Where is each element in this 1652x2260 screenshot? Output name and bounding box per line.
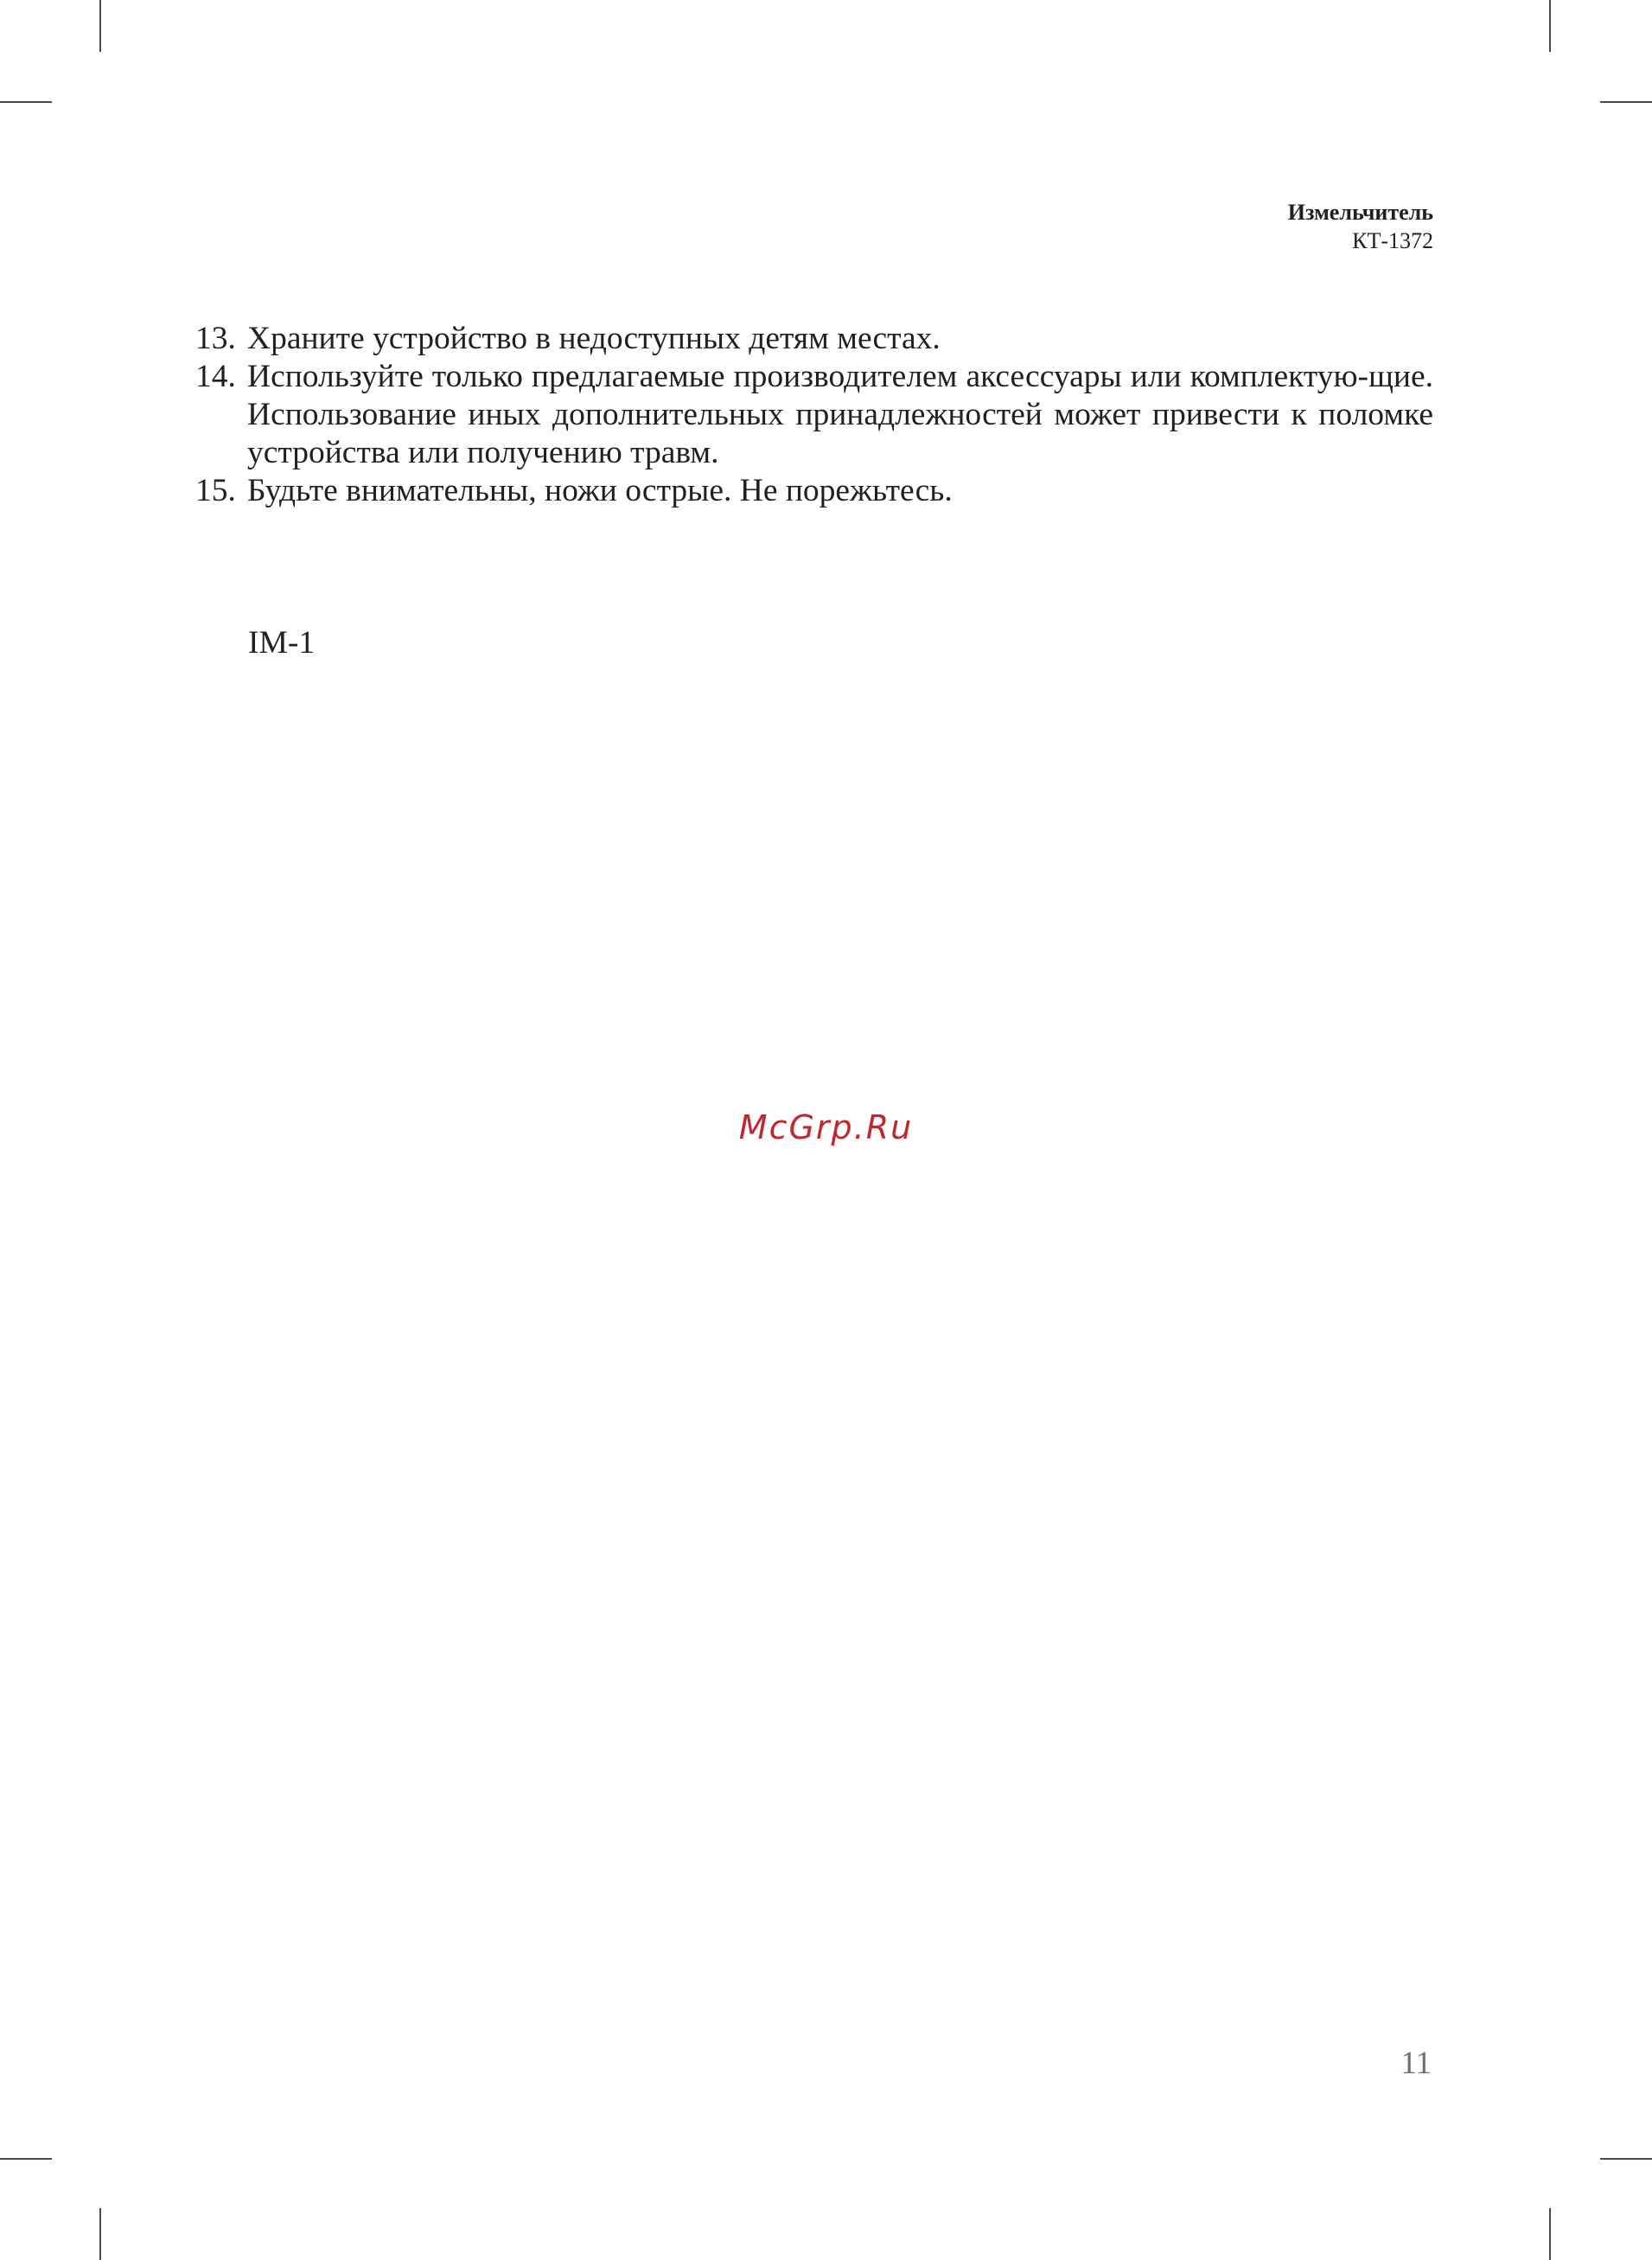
instruction-list xyxy=(195,320,1433,510)
document-code: IM-1 xyxy=(248,625,316,661)
list-item-number: 14. xyxy=(195,359,236,394)
list-item-number: 15. xyxy=(195,473,236,508)
header-title: Измельчитель xyxy=(1287,200,1433,225)
watermark: McGrp.Ru xyxy=(738,1108,914,1146)
list-item xyxy=(195,358,1433,472)
list-item-text: Храните устройство в недоступных детям местах. xyxy=(247,321,941,356)
crop-mark-bottom-right xyxy=(1600,2158,1652,2160)
header-model: КТ-1372 xyxy=(1352,227,1433,253)
crop-mark-bottom-right xyxy=(1549,2208,1551,2260)
crop-mark-top-right xyxy=(1549,0,1551,52)
crop-mark-top-left xyxy=(99,0,101,52)
crop-mark-bottom-left xyxy=(0,2158,52,2160)
list-item xyxy=(195,320,1433,358)
running-header xyxy=(1288,199,1433,255)
list-item-number: 13. xyxy=(195,321,236,356)
page-number: 11 xyxy=(1400,2046,1432,2081)
crop-mark-bottom-left xyxy=(99,2208,101,2260)
crop-mark-top-right xyxy=(1600,101,1652,103)
list-item-text: Будьте внимательны, ножи острые. Не порежьтесь. xyxy=(247,473,953,508)
crop-mark-top-left xyxy=(0,101,52,103)
list-item-text: Используйте только предлагаемые производителем аксессуары или комплектую-щие. Использование иных дополнительных принадлежностей может привести к поломке устройства или получению травм. xyxy=(247,359,1433,470)
list-item xyxy=(195,472,1433,510)
